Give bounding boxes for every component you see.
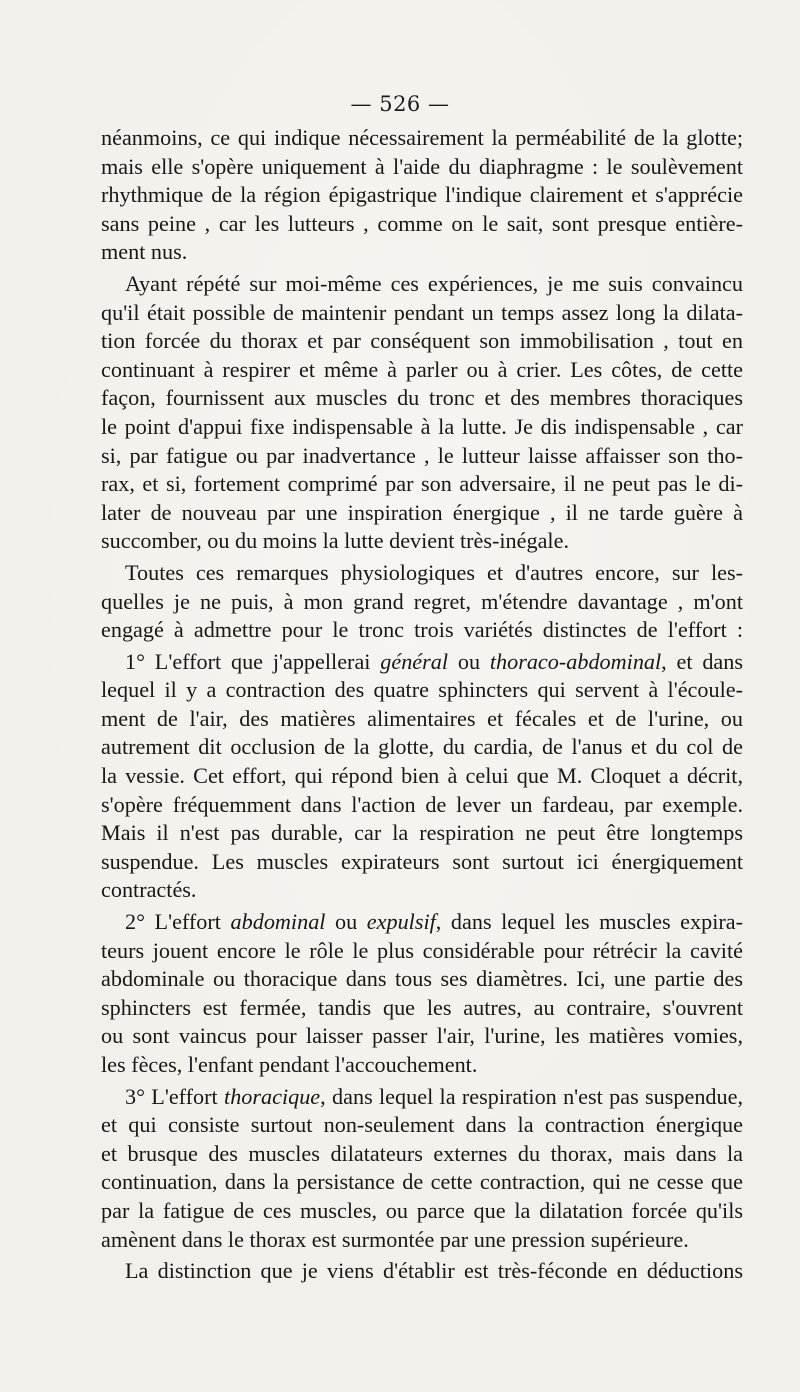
text-run: 1° L'effort que j'appellerai: [125, 648, 381, 674]
text-line: La distinction que je viens d'établir est très-féconde en déductions: [125, 1258, 743, 1284]
text-line: qu'il était possible de maintenir pendant un temps assez long la dilata-: [101, 299, 743, 325]
text-line-mixed: [101, 908, 743, 937]
text-line: tion forcée du thorax et par conséquent son immobilisation , tout en: [101, 328, 743, 354]
text-line: autrement dit occlusion de la glotte, du cardia, de l'anus et du col de: [101, 734, 743, 760]
emphasis-term: abdominal: [230, 909, 326, 935]
text-line: Toutes ces remarques physiologiques et d'autres encore, sur les-: [125, 559, 743, 585]
text-line: ou sont vaincus pour laisser passer l'air, l'urine, les matières vomies,: [101, 1023, 743, 1049]
text-run: 2° L'effort: [125, 909, 231, 935]
page-body: [101, 124, 743, 1286]
paragraph-distinction: [101, 1257, 743, 1286]
text-line: succomber, ou du moins la lutte devient très-inégale.: [101, 528, 569, 554]
text-line: ment nus.: [101, 239, 188, 265]
page-number: — 526 —: [350, 92, 450, 116]
emphasis-term: thoraco-abdominal: [489, 648, 662, 674]
emphasis-term: expulsif: [366, 909, 436, 935]
text-line: le point d'appui fixe indispensable à la lutte. Je dis indispensable , car: [101, 413, 743, 439]
paragraph-experiences: [101, 270, 743, 556]
paragraph-effort-general: [101, 648, 743, 905]
text-line: abdominale ou thoracique dans tous ses diamètres. Ici, une partie des: [101, 966, 743, 992]
text-line: par la fatigue de ces muscles, ou parce que la dilatation forcée qu'ils: [101, 1197, 743, 1223]
text-line: continuation, dans la persistance de cette contraction, qui ne cesse que: [101, 1169, 743, 1195]
text-line: amènent dans le thorax est surmontée par une pression supérieure.: [101, 1226, 689, 1252]
text-line: mais elle s'opère uniquement à l'aide du diaphragme : le soulèvement: [101, 153, 743, 179]
text-line: et brusque des muscles dilatateurs externes du thorax, mais dans la: [101, 1140, 743, 1166]
text-line: Mais il n'est pas durable, car la respiration ne peut être longtemps: [101, 820, 743, 846]
text-line: sans peine , car les lutteurs , comme on le sait, sont presque entière-: [101, 210, 743, 236]
text-line: lequel il y a contraction des quatre sphincters qui servent à l'écoule-: [101, 677, 743, 703]
text-line: Ayant répété sur moi-même ces expériences, je me suis convaincu: [125, 270, 743, 296]
text-line: teurs jouent encore le rôle le plus considérable pour rétrécir la cavité: [101, 937, 743, 963]
paragraph-remarques: [101, 559, 743, 645]
text-line: engagé à admettre pour le tronc trois variétés distinctes de l'effort :: [101, 617, 743, 643]
text-run: , dans lequel la respiration n'est pas suspendue,: [320, 1083, 744, 1109]
text-line: les fèces, l'enfant pendant l'accouchement.: [101, 1052, 478, 1077]
text-line: s'opère fréquemment dans l'action de lever un fardeau, par exemple.: [101, 791, 743, 817]
text-run: , dans lequel les muscles expira-: [435, 909, 744, 935]
text-line-mixed: [101, 648, 743, 677]
emphasis-term: général: [380, 648, 449, 674]
text-line: sphincters est fermée, tandis que les autres, au contraire, s'ouvrent: [101, 994, 743, 1020]
text-run: , et dans: [661, 648, 744, 674]
paragraph-continuation: [101, 124, 743, 267]
text-line: suspendue. Les muscles expirateurs sont surtout ici énergiquement: [101, 848, 743, 874]
text-line: ment de l'air, des matières alimentaires et fécales et de l'urine, ou: [101, 705, 743, 731]
text-line: later de nouveau par une inspiration énergique , il ne tarde guère à: [101, 499, 743, 525]
text-line: rhythmique de la région épigastrique l'indique clairement et s'apprécie: [101, 182, 743, 208]
text-line: continuant à respirer et même à parler ou à crier. Les côtes, de cette: [101, 356, 743, 382]
emphasis-term: thoracique: [224, 1083, 321, 1109]
text-line: façon, fournissent aux muscles du tronc et des membres thoraciques: [101, 385, 743, 411]
text-line: contractés.: [101, 877, 197, 903]
paragraph-effort-abdominal: [101, 908, 743, 1080]
text-line: quelles je ne puis, à mon grand regret, m'étendre davantage , m'ont: [101, 588, 743, 614]
text-line: et qui consiste surtout non-seulement dans la contraction énergique: [101, 1112, 743, 1138]
text-line: la vessie. Cet effort, qui répond bien à celui que M. Cloquet a décrit,: [101, 763, 743, 789]
text-run: 3° L'effort: [125, 1083, 225, 1109]
text-line-mixed: [101, 1083, 743, 1112]
text-run: ou: [448, 648, 490, 674]
text-line: rax, et si, fortement comprimé par son adversaire, il ne peut pas le di-: [101, 471, 743, 497]
paragraph-effort-thoracique: [101, 1083, 743, 1255]
text-line: si, par fatigue ou par inadvertance , le lutteur laisse affaisser son tho-: [101, 442, 743, 468]
text-run: ou: [325, 909, 367, 935]
text-line: néanmoins, ce qui indique nécessairement la perméabilité de la glotte;: [101, 125, 743, 150]
